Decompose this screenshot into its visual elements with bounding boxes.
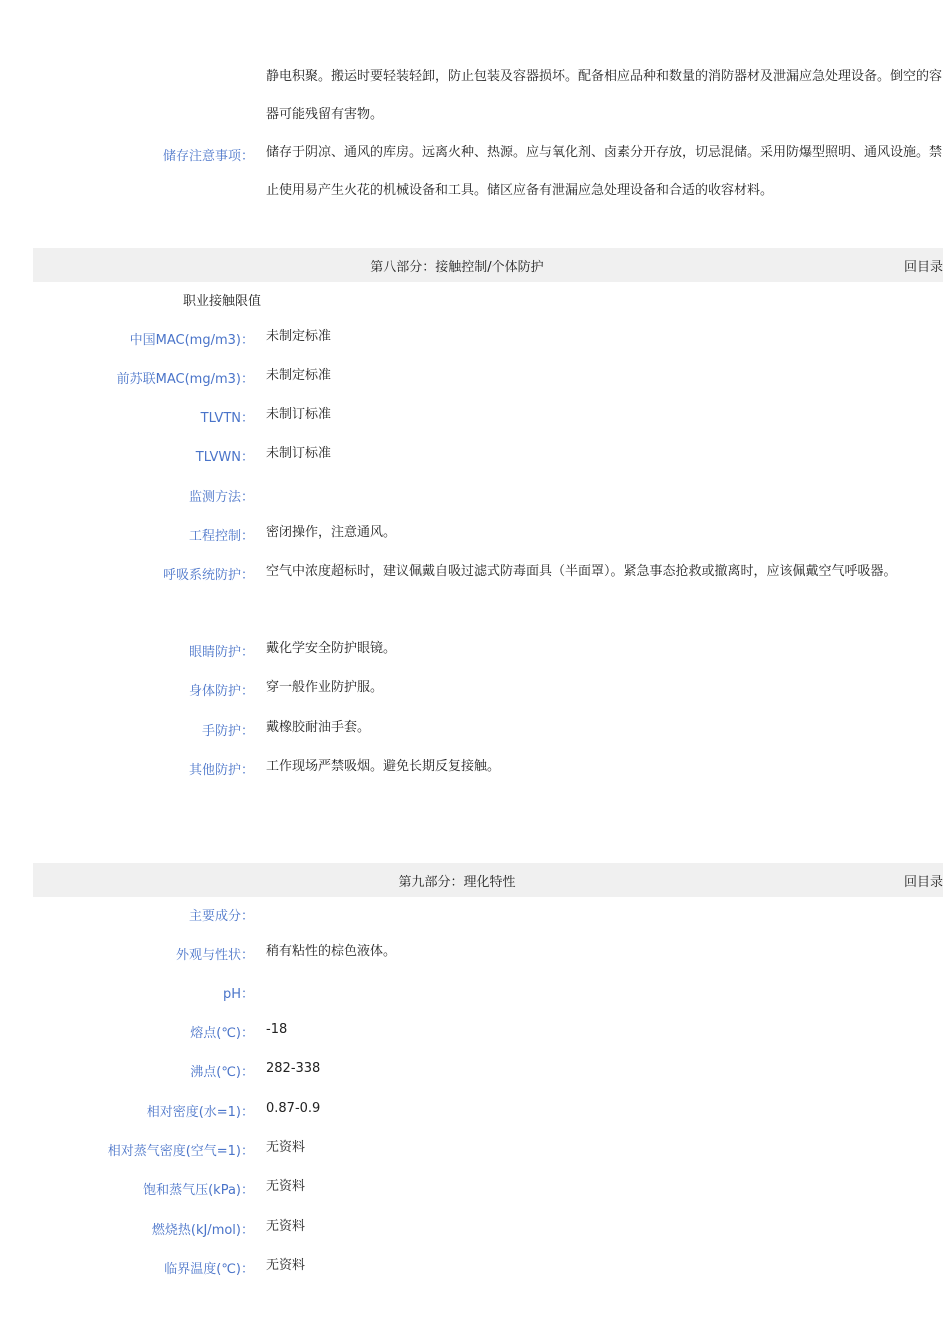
field-value: 无资料 (266, 1219, 306, 1234)
field-label: 前苏联MAC(mg/m3)： (116, 372, 254, 387)
field-label: 主要成分： (188, 909, 254, 924)
field-label: 中国MAC(mg/m3)： (129, 333, 254, 348)
field-value: 未制订标准 (266, 446, 332, 461)
field-value: 282-338 (266, 1061, 321, 1076)
field-label: 临界温度(℃)： (164, 1262, 254, 1277)
field-value: 无资料 (266, 1258, 306, 1273)
field-label: 眼睛防护： (188, 645, 254, 660)
field-value: 密闭操作，注意通风。 (266, 525, 397, 540)
field-label: 呼吸系统防护： (162, 568, 254, 583)
field-label: 相对蒸气密度(空气=1)： (107, 1144, 254, 1159)
field-value: 空气中浓度超标时，建议佩戴自吸过滤式防毒面具（半面罩）。紧急事态抢救或撤离时，应该佩戴空气呼吸器。 (266, 564, 897, 579)
back-to-toc-link[interactable]: 回目录 (903, 260, 943, 275)
field-label: 熔点(℃)： (190, 1026, 254, 1041)
handling-value: 静电积聚。搬运时要轻装轻卸，防止包装及容器损坏。配备相应品种和数量的消防器材及泄漏应急处理设备。倒空的容器可能残留有害物。 (266, 69, 943, 122)
field-value: 稍有粘性的棕色液体。 (266, 944, 397, 959)
field-label: TLVTN： (200, 411, 254, 426)
storage-label: 储存注意事项： (162, 149, 254, 164)
field-label: TLVWN： (195, 450, 254, 465)
field-value: -18 (266, 1022, 288, 1037)
field-label: 其他防护： (188, 763, 254, 778)
field-value: 未制定标准 (266, 329, 332, 344)
field-value: 0.87-0.9 (266, 1101, 321, 1116)
field-value: 工作现场严禁吸烟。避免长期反复接触。 (266, 759, 501, 774)
field-label: 沸点(℃)： (190, 1065, 254, 1080)
field-label: 饱和蒸气压(kPa)： (143, 1183, 254, 1198)
section-8-header (33, 248, 943, 282)
field-value: 戴化学安全防护眼镜。 (266, 641, 397, 656)
field-label: 身体防护： (188, 684, 254, 699)
storage-value: 储存于阴凉、通风的库房。远离火种、热源。应与氧化剂、卤素分开存放，切忌混储。采用防爆型照明、通风设施。禁止使用易产生火花的机械设备和工具。储区应备有泄漏应急处理设备和合适的收容材料。 (266, 145, 943, 198)
field-value: 穿一般作业防护服。 (266, 680, 384, 695)
field-value: 未制订标准 (266, 407, 332, 422)
occupational-heading: 职业接触限值 (182, 294, 261, 309)
field-label: pH： (222, 987, 254, 1002)
field-value: 无资料 (266, 1179, 306, 1194)
field-label: 工程控制： (188, 529, 254, 544)
field-label: 相对密度(水=1)： (146, 1105, 254, 1120)
field-value: 戴橡胶耐油手套。 (266, 720, 371, 735)
field-label: 手防护： (201, 724, 254, 739)
field-label: 外观与性状： (175, 948, 254, 963)
section-9-header (33, 863, 943, 897)
section-9-title: 第九部分：理化特性 (398, 875, 516, 890)
field-label: 燃烧热(kJ/mol)： (151, 1223, 254, 1238)
field-value: 无资料 (266, 1140, 306, 1155)
field-label: 监测方法： (188, 490, 254, 505)
section-8-title: 第八部分：接触控制/个体防护 (370, 260, 544, 275)
field-value: 未制定标准 (266, 368, 332, 383)
back-to-toc-link[interactable]: 回目录 (903, 875, 943, 890)
